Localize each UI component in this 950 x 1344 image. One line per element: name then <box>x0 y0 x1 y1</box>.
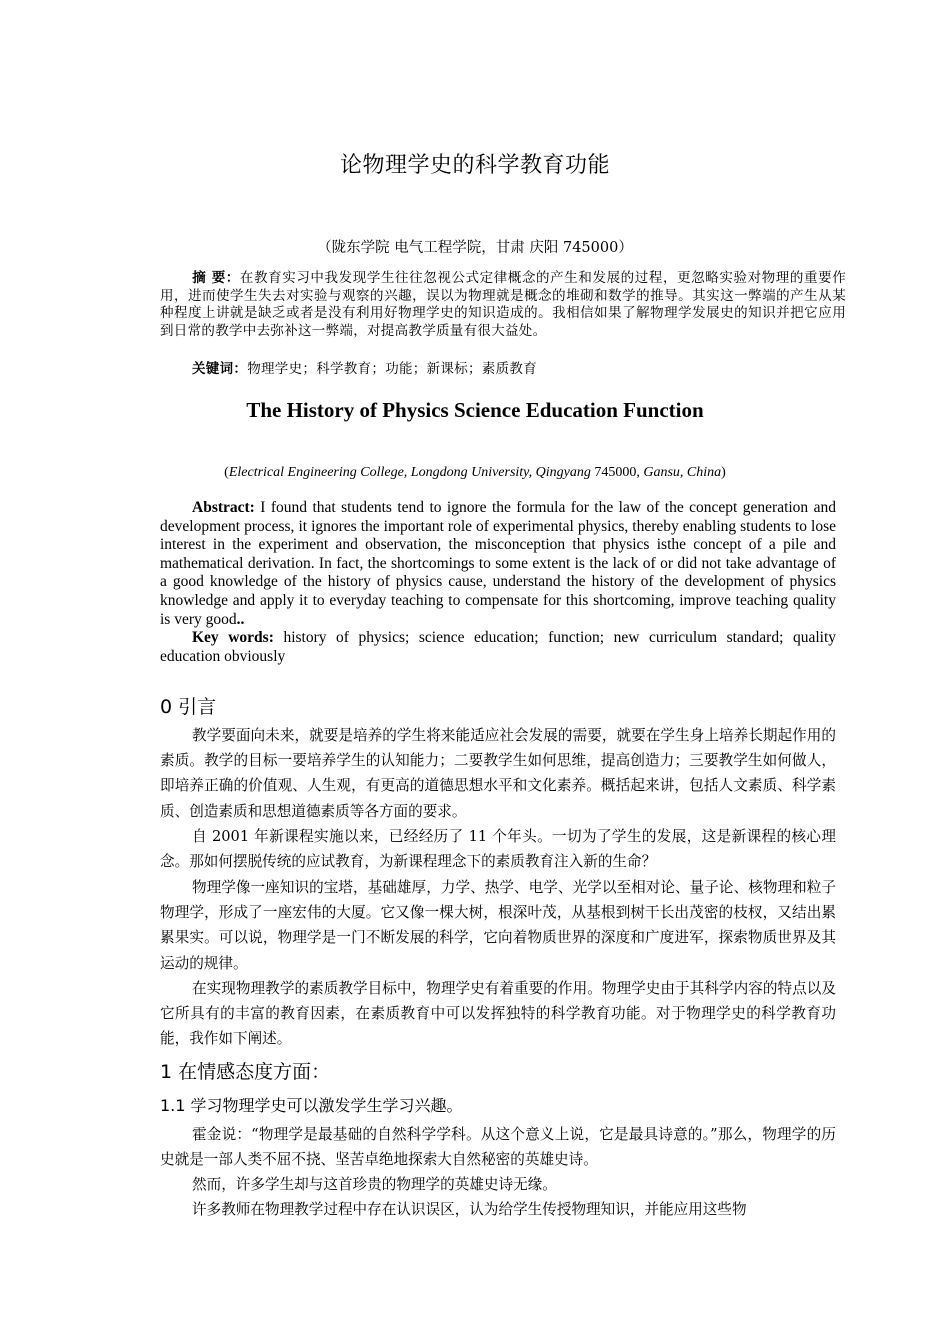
section-heading-emotion-attitude: 1 在情感态度方面： <box>160 1061 331 1083</box>
subsection-heading-interest: 1.1 学习物理学史可以激发学生学习兴趣。 <box>160 1096 463 1115</box>
keywords-english <box>160 629 836 666</box>
affiliation-province: Gansu, China <box>643 465 722 480</box>
abstract-english-end: .. <box>236 610 245 628</box>
affiliation-chinese: （陇东学院 电气工程学院，甘肃 庆阳 745000） <box>317 240 633 256</box>
paragraph: 然而，许多学生却与这首珍贵的物理学的英雄史诗无缘。 <box>192 1176 557 1193</box>
abstract-english-text: I found that students tend to ignore the formula for the law of the concept generation and development process, it ignores the important role of experimental physics, thereby enabling students to lose interest in the experiment and observation, the misconception that physics isthe concept of a pile and mathematical derivation. In fact, the shortcomings to some extent is the lack of or did not take advantage of a good knowledge of the history of physics cause, understand the history of the development of physics knowledge and apply it to everyday teaching to compensate for this shortcoming, improve teaching quality is very good <box>160 499 836 628</box>
paragraph: 在实现物理教学的素质教学目标中，物理学史有着重要的作用。物理学史由于其科学内容的特点以及它所具有的丰富的教育因素，在素质教育中可以发挥独特的科学教育功能。对于物理学史的科学教育功能，我作如下阐述。 <box>160 980 836 1048</box>
paragraph: 自 2001 年新课程实施以来，已经经历了 11 个年头。一切为了学生的发展，这是新课程的核心理念。那如何摆脱传统的应试教育，为新课程理念下的素质教育注入新的生命？ <box>160 828 836 871</box>
keywords-chinese <box>192 357 537 377</box>
paragraph: 教学要面向未来，就要是培养的学生将来能适应社会发展的需要，就要在学生身上培养长期起作用的素质。教学的目标一要培养学生的认知能力；二要教学生如何思维，提高创造力；三要教学生如何做人，即培养正确的价值观、人生观，有更高的道德思想水平和文化素养。概括起来讲，包括人文素质、科学素质、创造素质和思想道德素质等各方面的要求。 <box>160 727 836 820</box>
paper-title-english: The History of Physics Science Education Function <box>246 398 704 422</box>
keywords-chinese-text: 物理学史；科学教育；功能；新课标；素质教育 <box>247 361 538 377</box>
affiliation-open-paren: ( <box>224 465 229 480</box>
abstract-chinese-label: 摘 要： <box>192 270 240 286</box>
paper-title-chinese: 论物理学史的科学教育功能 <box>339 153 610 178</box>
paragraph: 许多教师在物理教学过程中存在认识误区，认为给学生传授物理知识，并能应用这些物 <box>192 1201 747 1218</box>
keywords-chinese-label: 关键词： <box>192 361 248 377</box>
abstract-chinese-text: 在教育实习中我发现学生往往忽视公式定律概念的产生和发展的过程，更忽略实验对物理的重要作用，进而使学生失去对实验与观察的兴趣，误以为物理就是概念的堆砌和数学的推导。其实这一弊端的产生从某种程度上讲就是缺乏或者是没有利用好物理学史的知识造成的。我相信如果了解物理学发展史的知识并把它应用到日常的教学中去弥补这一弊端，对提高教学质量有很大益处。 <box>160 270 846 340</box>
abstract-chinese <box>160 270 846 341</box>
paragraph: 物理学像一座知识的宝塔，基础雄厚，力学、热学、电学、光学以至相对论、量子论、核物理和粒子物理学，形成了一座宏伟的大厦。它又像一棵大树，根深叶茂，从基根到树干长出茂密的枝杈，又结出累累果实。可以说，物理学是一门不断发展的科学，它向着物质世界的深度和广度进军，探索物质世界及其运动的规律。 <box>160 879 836 972</box>
section-heading-introduction: 0 引言 <box>160 696 217 718</box>
affiliation-english <box>0 465 950 481</box>
affiliation-close-paren: ) <box>721 465 726 480</box>
paragraph: 霍金说：“物理学是最基础的自然科学学科。从这个意义上说，它是最具诗意的。”那么，物理学的历史就是一部人类不屈不挠、坚苦卓绝地探索大自然秘密的英雄史诗。 <box>160 1126 836 1169</box>
abstract-english <box>160 499 836 629</box>
affiliation-college: Electrical Engineering College, Longdong University, Qingyang <box>228 465 591 480</box>
keywords-english-label: Key words: <box>192 629 274 646</box>
affiliation-postcode: 745000, <box>590 465 644 480</box>
keywords-english-text: history of physics; science education; function; new curriculum standard; quality education obviously <box>160 629 837 665</box>
abstract-english-label: Abstract: <box>192 499 255 516</box>
